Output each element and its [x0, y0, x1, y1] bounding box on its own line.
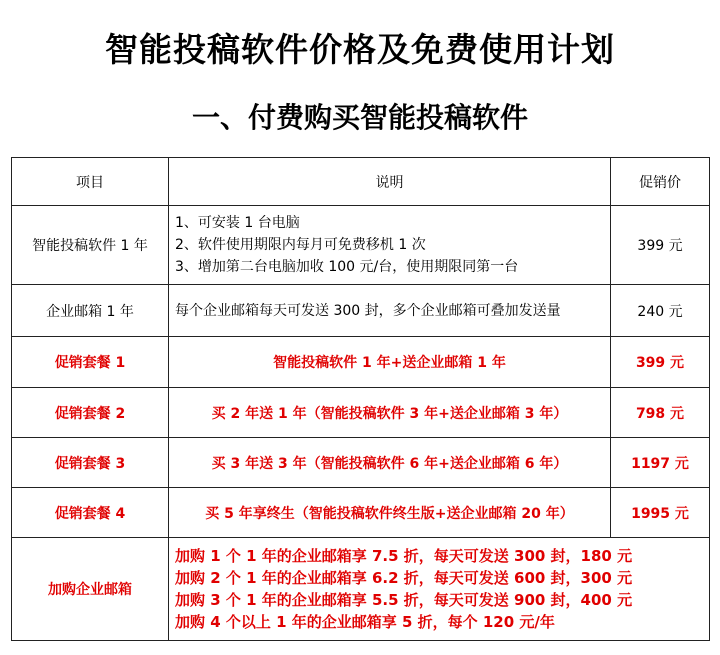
row-price: 240 元 [611, 285, 710, 337]
desc-line: 3、增加第二台电脑加收 100 元/台，使用期限同第一台 [175, 259, 519, 275]
table-row [12, 488, 710, 538]
table-row [12, 538, 710, 641]
table-row [12, 438, 710, 488]
row-item: 促销套餐 4 [12, 488, 169, 538]
row-desc [169, 206, 611, 285]
table-row [12, 337, 710, 388]
table-header-row [12, 158, 710, 206]
row-price: 399 元 [611, 337, 710, 388]
desc-line: 1、可安装 1 台电脑 [175, 215, 300, 231]
row-price: 1995 元 [611, 488, 710, 538]
desc-line: 加购 2 个 1 年的企业邮箱享 6.2 折，每天可发送 600 封，300 元 [175, 569, 633, 587]
header-item: 项目 [12, 158, 169, 206]
row-desc [169, 538, 710, 641]
page-title: 智能投稿软件价格及免费使用计划 [105, 30, 615, 69]
desc-line: 每个企业邮箱每天可发送 300 封，多个企业邮箱可叠加发送量 [175, 302, 561, 319]
row-item: 促销套餐 1 [12, 337, 169, 388]
desc-line: 加购 3 个 1 年的企业邮箱享 5.5 折，每天可发送 900 封，400 元 [175, 591, 633, 609]
row-desc: 买 5 年享终生（智能投稿软件终生版+送企业邮箱 20 年） [169, 488, 611, 538]
row-item: 智能投稿软件 1 年 [12, 206, 169, 285]
row-desc: 买 3 年送 3 年（智能投稿软件 6 年+送企业邮箱 6 年） [169, 438, 611, 488]
price-table [11, 157, 710, 641]
row-item: 加购企业邮箱 [12, 538, 169, 641]
header-price: 促销价 [611, 158, 710, 206]
row-price: 798 元 [611, 388, 710, 438]
table-row [12, 206, 710, 285]
desc-line: 加购 1 个 1 年的企业邮箱享 7.5 折，每天可发送 300 封，180 元 [175, 547, 633, 565]
desc-line: 2、软件使用期限内每月可免费移机 1 次 [175, 237, 426, 253]
table-row [12, 285, 710, 337]
table-row [12, 388, 710, 438]
row-desc: 买 2 年送 1 年（智能投稿软件 3 年+送企业邮箱 3 年） [169, 388, 611, 438]
row-item: 企业邮箱 1 年 [12, 285, 169, 337]
header-desc: 说明 [169, 158, 611, 206]
row-price: 399 元 [611, 206, 710, 285]
row-item: 促销套餐 2 [12, 388, 169, 438]
row-item: 促销套餐 3 [12, 438, 169, 488]
row-price: 1197 元 [611, 438, 710, 488]
desc-line: 加购 4 个以上 1 年的企业邮箱享 5 折，每个 120 元/年 [175, 613, 555, 631]
row-desc [169, 285, 611, 337]
row-desc: 智能投稿软件 1 年+送企业邮箱 1 年 [169, 337, 611, 388]
section-heading: 一、付费购买智能投稿软件 [191, 101, 528, 134]
